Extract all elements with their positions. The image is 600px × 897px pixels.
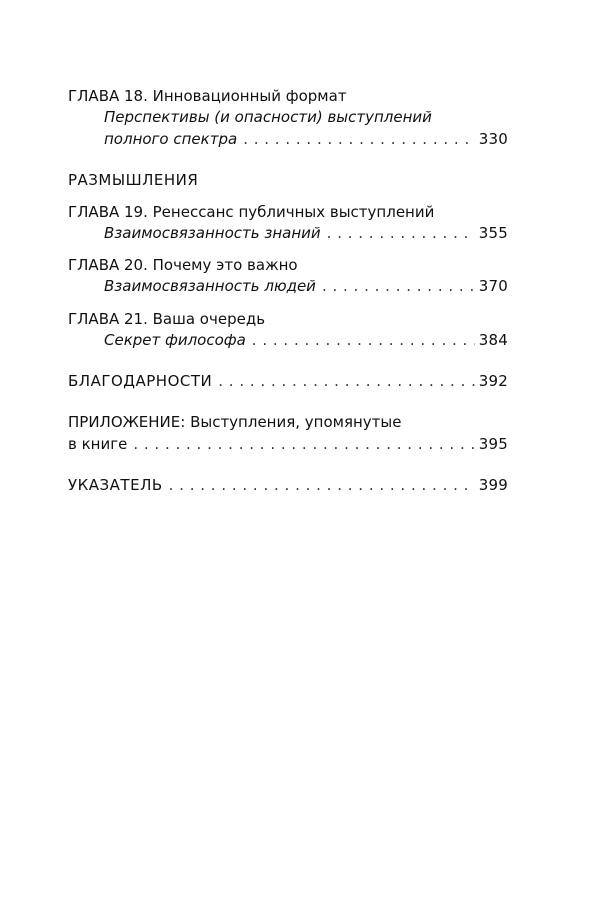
index-title: УКАЗАТЕЛЬ bbox=[68, 476, 163, 494]
chapter-19-title-text: ГЛАВА 19. Ренессанс публичных выступлений bbox=[68, 203, 435, 221]
section-heading-reflections bbox=[68, 168, 508, 192]
index-entry[interactable] bbox=[68, 473, 508, 497]
acknowledgements-entry[interactable] bbox=[68, 369, 508, 393]
chapter-21-subtitle-text: Секрет философа bbox=[104, 331, 246, 349]
chapter-20-subtitle-text: Взаимосвязанность людей bbox=[104, 277, 316, 295]
dot-leader bbox=[169, 473, 475, 497]
appendix-title bbox=[68, 410, 508, 434]
chapter-19-entry[interactable] bbox=[104, 221, 508, 245]
chapter-20-title-text: ГЛАВА 20. Почему это важно bbox=[68, 256, 298, 274]
chapter-18-subtitle-text-1: Перспективы (и опасности) выступлений bbox=[104, 108, 432, 126]
chapter-21-page-number: 384 bbox=[478, 331, 508, 349]
dot-leader bbox=[327, 221, 475, 245]
chapter-19-subtitle-text: Взаимосвязанность знаний bbox=[104, 224, 321, 242]
index-page-number: 399 bbox=[478, 476, 508, 494]
chapter-18-subtitle-text-2: полного спектра bbox=[104, 130, 238, 148]
appendix-page-number: 395 bbox=[478, 435, 508, 453]
dot-leader bbox=[322, 274, 475, 298]
dot-leader bbox=[218, 369, 475, 393]
acknowledgements-page-number: 392 bbox=[478, 372, 508, 390]
chapter-18-page-number: 330 bbox=[478, 130, 508, 148]
appendix-title-text: ПРИЛОЖЕНИЕ: Выступления, упомянутые bbox=[68, 413, 402, 431]
chapter-21-entry[interactable] bbox=[104, 328, 508, 352]
appendix-entry[interactable] bbox=[68, 432, 508, 456]
chapter-20-page-number: 370 bbox=[478, 277, 508, 295]
dot-leader bbox=[243, 127, 475, 151]
chapter-21-title-text: ГЛАВА 21. Ваша очередь bbox=[68, 310, 266, 328]
dot-leader bbox=[133, 432, 474, 456]
table-of-contents bbox=[68, 0, 508, 897]
chapter-18-subtitle-line-1 bbox=[104, 105, 508, 129]
chapter-18-entry[interactable] bbox=[104, 127, 508, 151]
section-heading-text: РАЗМЫШЛЕНИЯ bbox=[68, 171, 199, 189]
chapter-20-entry[interactable] bbox=[104, 274, 508, 298]
acknowledgements-title: БЛАГОДАРНОСТИ bbox=[68, 372, 213, 390]
dot-leader bbox=[252, 328, 475, 352]
chapter-18-title-text: ГЛАВА 18. Инновационный формат bbox=[68, 87, 347, 105]
chapter-19-page-number: 355 bbox=[478, 224, 508, 242]
appendix-subtitle-text: в книге bbox=[68, 435, 128, 453]
